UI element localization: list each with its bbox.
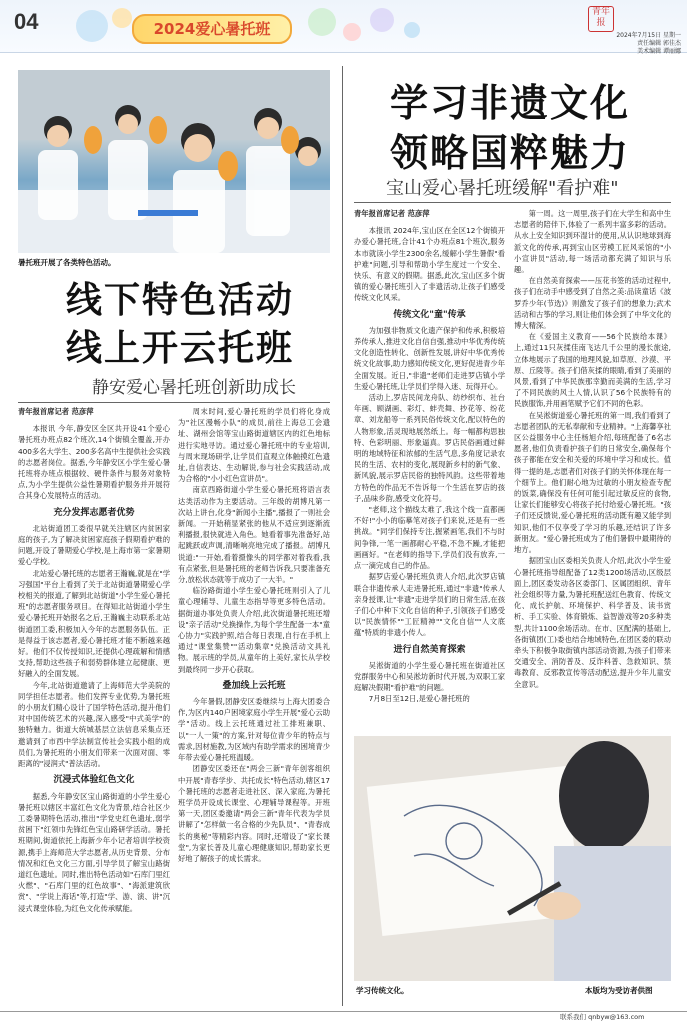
left-article-column-2 (178, 406, 330, 1006)
paragraph: 南京西路街道小学生爱心暑托班将语言表达类活动作为主要活动。三年级的胡博凡第一次站上讲台,化身"新闻小主播",播报了一则社会新闻。一开始稍显紧张的他从不适应到逐渐流利播报,很快就进入角色。她看着事先准备好,站起跳跃或声调,清晰响亮地完成了播报。胡博凡说道:"一开始,看着摄像头的同学都对着我看,我有点紧张,但是暑托班的老师告诉我,只要准备充分,放松状态就等于成功了一大半。" (178, 485, 330, 585)
column-text (354, 225, 505, 704)
paragraph: 为加强非物质文化遗产保护和传承,积极培养传承人,推进文化自信自强,推动中华优秀传统文化创造性转化、创新性发展,讲好中华优秀传统文化故事,助力感知传统文化,更好促进青少年全面发展。近日,"非遗"老师们走进罗店镇小学生爱心暑托班,让学员们学得入迷、玩得开心。 (354, 325, 505, 391)
paragraph: 团静安区委还在"两会三新"青年创客组织中开展"青春学步、共托成长"特色活动,辖区17个暑托班的志愿者走进社区、深入家庭,为暑托班学员开设成长课堂、心理辅导课程等。开班第一天,团区委邀请"两会三新"青年代表为学员讲解了"怎样做一名合格的少先队员"、"青春成长的奥秘"等精彩内容。同时,还增设了"家长课堂",为家长普及儿童心理健康知识,帮助家长更好地了解孩子的成长需求。 (178, 764, 330, 863)
issue-meta (563, 32, 681, 56)
left-headline-line-2: 线上开云托班 (66, 328, 295, 369)
paragraph: "老师,这个描线太难了,我这个线一直都画不好!"小小的临摹笔对孩子们来说,还是有一些挑战。"同学们保持专注,握紧画笔,我们不与时间争锋,一笔一画都耐心平稳,不急不躁,才能把画画好。"在老师的指导下,学员们没有放弃,一点一滴完成自己的作品。 (354, 505, 505, 571)
section-heading: 传统文化"童"传承 (393, 309, 466, 320)
column-text (514, 208, 671, 690)
right-article-column-2 (514, 208, 671, 730)
paragraph: 活动上,罗店民间龙舟队、纺纱织布、社台年画、顾湖画、彩灯、蚌壳舞、抄花等、纷花章、刘龙船等一系列民俗传统文化,配以特色的人物形象,活灵现地展然纸上。每一幅都构思独特、色彩明丽、形象逼真。罗店民俗画通过鲜明的地域特征和浓郁的生活气息,多角度记录农民的生活、农村的变化,展现新乡村的新气象、新风貌,展示罗店民俗的独特风韵。这些带着地方特色的作品无不告诉每一个生活在罗店的孩子,品味乡韵,感受文化符号。 (354, 393, 505, 503)
paragraph: 周末时间,爱心暑托班的学员们将化身成为"社区漫畅小队"的成员,前往上海总工会遗址、湖州会馆等宝山路街道辖区内的红色地标进行实地寻访。通过爱心暑托班中的专业培训,与周末现场研学,让学员们直观立体触摸红色遗址,自信表达、生动解说,参与社会实践活动,成为合格的"小小红色宣讲员"。 (178, 407, 330, 484)
divider (18, 402, 330, 403)
right-subheadline: 宝山爱心暑托班缓解"看护难" (386, 178, 619, 199)
paragraph: 在《爱国主义教育——56个民族给本课》上,通过11只灰揉佳南飞达几千公里的漫长旅途,立体地展示了我国的地理风貌,如草原、沙漠、平原、丘陵等。孩子们借灰揉的眼睛,看到了美丽的风景,看到了中华民族那幸勤而美满的生活,学习了不同民族的风土人情,认识了56个民族特有的民族服饰,并用画笔赋予它们不同的色彩。 (514, 332, 671, 409)
right-headline-line-1: 学习非遗文化 (390, 81, 631, 125)
paragraph: 7月8日至12日,是爱心暑托班的 (368, 694, 470, 704)
paragraph: 吴淞街道的小学生爱心暑托班在街道社区党群服务中心和吴淞坊新时代开展,为双职工家庭解决假期"看护难"的问题。 (354, 660, 505, 693)
column-divider (342, 66, 343, 1006)
photo-caption-left: 暑托班开展了各类特色活动。 (18, 258, 116, 267)
paragraph: 本报讯 2024年,宝山区在全区12个街镇开办爱心暑托班,合计41个办班点81个班次,服务本市就读小学生2300余名,缓解小学生暑假"看护难"问题,引导和帮助小学生度过一个安全、快乐、有意义的假期。据悉,此次,宝山区多个街镇的爱心暑托班引入了非遗活动,让孩子们感受传统文化风采。 (354, 226, 505, 303)
footer-contact: 联系我们 qnbyw@163.com (560, 1013, 645, 1021)
right-article-column-1 (354, 208, 505, 730)
photo-child-painting (354, 736, 671, 981)
photo-children-activity (18, 70, 330, 253)
section-banner: 2024爱心暑托班 (132, 14, 292, 44)
paragraph: 本报讯 今年,静安区全区共开设41个爱心暑托班办班点82个班次,14个街镇全覆盖,开办400多名大学生、200多名高中生提供社会实践的志愿者岗位。据悉,今年静安区小学生爱心暑托班将办班点根据较、硬件条件与服务对象特点,为小学生提供公益性暑期看护服务并开展符合其身心发展特点的活动。 (18, 424, 170, 501)
byline: 青年报首席记者 范彦萍 (18, 407, 94, 416)
paragraph: 今年,北站街道邀请了上海师范大学美院的同学担任志愿者。他们发挥专业优势,为暑托班的小朋友们精心设计了国学特色活动,提升他们对中国传统艺术的兴趣,深入感受"中式美学"的独特魅力。街道大统城基层立法信息采集点还邀请到了市西中学法制宣传社会实践小组的成员们,为暑托班的小朋友们带来一次面对面、零距离的"浸润式"普法活动。 (18, 680, 170, 769)
paragraph: 今年暑假,团静安区委继续与上海大团委合作,为区内140户困境家庭小学生开展"爱心云助学"活动。线上云托班通过社工排班兼职、以"一人一策"的方案,针对每位青少年的特点与需求,因材施教,为区域内有助学需求的困境青少年带去爱心暑托班温暖。 (178, 697, 330, 763)
left-article-column-1 (18, 406, 170, 1006)
byline: 青年报首席记者 范彦萍 (354, 209, 430, 218)
paragraph: 北站爱心暑托班的志愿者王瀚巍,就是在"学习强国"平台上看到了关于北站街道暑期爱心学校相关的报道,了解到北站街道"小学生爱心暑托班"的志愿者服务项目。在得知北站街道小学生爱心暑托班开始报名之后,王瀚巍主动联系北站街道团工委,积极加入今年的志愿服务队伍。正是得益于该志愿者,爱心暑托班才能不断越来越好。他们不仅传授知识,还提供心理疏解和情感支持,帮助这些孩子和弱势群体建立起健康、更好融入的全面发展。 (18, 568, 170, 679)
section-heading: 进行自然美育探索 (393, 644, 466, 655)
column-text (18, 423, 170, 914)
paragraph: 临汾路街道小学生爱心暑托班则引入了儿童心理辅导、儿童生态指导等更多特色活动。据街道办事处负责人介绍,此次街道暑托班还增设"亲子活动"兑换操作,为每个学生配备一本"童心协力"实践护照,结合每日表现,自行在手机上通过"课堂集赞""活动集章"兑换活动文具礼物。展示班的学员,从童年的上美好,家长从学校到最终同一步开心获取。 (178, 586, 330, 674)
paragraph: 在自然美育探索——压花书签的活动过程中,孩子们在动手中感受到了自然之美:品读童话《波罗乔少年(节选)》则激发了孩子们的想象力;武术活动和古筝的学习,则让他们体会到了中华文化的博大精深。 (514, 276, 671, 331)
paragraph: 北站街道团工委很早就关注辖区内贫困家庭的孩子,为了解决贫困家庭孩子假期看护难的问题,开设了暑期爱心学校,是上海市第一家暑期爱心学校。 (18, 523, 170, 567)
left-subheadline: 静安爱心暑托班创新助成长 (92, 378, 296, 398)
newspaper-logo: 青年报 (588, 6, 614, 32)
paragraph: 据罗店爱心暑托班负责人介绍,此次罗店镇联合非遗传承人走进暑托班,通过"非遗"传承人亲身授课,让"非遗"走进学员们的日常生活,在孩子们心中种下文化自信的种子,引领孩子们感受以"民族情怀""工匠精神""文化自信""人文底蕴"特质的非遗小传人。 (354, 572, 505, 638)
right-headline-line-2: 领略国粹魅力 (390, 131, 631, 175)
meta-line-date: 2024年7月15日 星期一 (616, 32, 681, 39)
photo-credit: 本版均为受访者供图 (585, 986, 653, 995)
column-text (178, 406, 330, 864)
photo-caption-right: 学习传统文化。 (356, 986, 409, 995)
meta-line-art-editor: 美术编辑 谭丽娜 (637, 48, 681, 55)
meta-line-editor: 责任编辑 郭佳杰 (637, 40, 681, 47)
paragraph: 据团宝山区委相关负责人介绍,此次小学生爱心暑托班指导组配备了12类1200场活动,区级层面上,团区委发动各区委部门、区属团组织、青年社会组织等力量,为暑托班配送红色教育、传统文化、成长护航、环境保护、科学普及、读书赏析、手工实验、体育锻炼、益智游戏等20多种类型,共计1100余场活动。在市、区配满的基础上,各街镇团(工)委也结合地域特色,在团区委的联动牵头下积极争取街镇内部活动资源,为孩子们带来交通安全、消防普及、反诈科普、急救知识、禁毒教育、反邪教宣传等活动配送,提升少年儿童安全意识。 (514, 556, 671, 689)
page-number: 04 (14, 9, 39, 34)
section-heading: 沉浸式体验红色文化 (53, 775, 135, 786)
paragraph: 在吴淞街道爱心暑托班的第一周,我们看到了志愿者团队的无私奉献和专业精神。"上海馨享社区公益服务中心主任杨旭介绍,每班配备了6名志愿者,他们负责看护孩子们的日常安全,确保每个孩子都能在安全和关爱的环境中学习和成长。值得一提的是,志愿者们对孩子们的关怀体现在每一个细节上。他们耐心地为过敏的小朋友检查专配的饭菜,确保没有任何可能引起过敏反应的食物,让家长们能够安心将孩子托付给爱心暑托班。"孩子们还反馈说,爱心暑托班的活动既有趣又能学到知识,他们不仅享受了学习的乐趣,还结识了许多新朋友。"爱心暑托班成为了他们暑假中最期待的地方。 (514, 410, 671, 555)
paragraph: 据悉,今年静安区宝山路街道的小学生爱心暑托班以辖区丰富红色文化为背景,结合社区少工委暑期特色活动,推出"学党史红色遗址,弱学贫困下"红领巾先锋红色宝山路研学活动。暑托班期间,街道依托上海新少年小记者培训学校资源,携手上海师范大学志愿者,从历史背景、分布情况和红色文化三方面,引导学员了解宝山路街道红色遗址。同时,推出特色活动如"石库门里红火燃"、"石库门里的红色故事"、"海派建筑欣赏"、"学说上海话"等,打造"学、游、演、讲"沉浸式课堂体验,为红色文化传承赋能。 (18, 791, 170, 913)
section-heading: 充分发挥志愿者优势 (53, 507, 135, 518)
section-heading: 叠加线上云托班 (222, 680, 286, 691)
divider (354, 202, 671, 203)
left-headline-line-1: 线下特色活动 (66, 280, 295, 321)
paragraph: 第一周。这一周里,孩子们在大学生和高中生志愿者的陪伴下,体验了一系列丰富多彩的活动。从水上安全知识到环湿计的使用,从认识地球到海派文化的传承,再到宝山区劳模工匠风采馆的"小小宣讲员"活动,每一场活动都充满了知识与乐趣。 (514, 209, 671, 275)
